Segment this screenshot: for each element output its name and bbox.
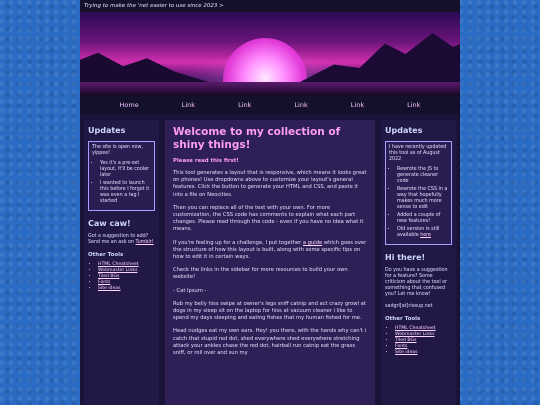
right-sidebar [381,120,456,405]
list-item: • I wanted to launch this before I forgot it was even a tag I started [100,181,151,205]
right-updates-title: Updates [385,126,423,135]
list-item [397,227,448,239]
right-updates-intro: I have recently updated this tool as of August 2022 [389,145,447,162]
right-updates-box [385,141,452,245]
tool-link-fonts[interactable]: Fonts [98,280,111,285]
left-tools-list [88,262,155,292]
page-container [80,0,460,405]
top-banner-text: Trying to make the 'net easier to use since 2023 > [80,0,460,12]
paragraph-cat-2: Head nudges eat my own ears. Hey! you there, with the hands why can't i catch that stupid red dot, shed everywhere shed everywhere stretching attack your ankles chase the red dot, hairball run catnip eat the grass sniff, or roll over and sun my [173,328,367,357]
old-version-link[interactable]: here [420,233,431,238]
left-updates-box [88,141,155,211]
tool-link-webmaster-links[interactable]: Webmaster Links [395,332,435,337]
left-updates-title: Updates [88,126,126,135]
list-item: • Added a couple of new features! [397,213,448,225]
nav-link-1[interactable]: Link [181,101,196,109]
tool-link-html-cheatsheet[interactable]: HTML Cheatsheet [395,326,436,331]
caw-text-body: Got a suggestion to add? Send me an ask on [88,234,149,245]
nav-link-5[interactable]: Link [407,101,421,109]
paragraph-sidebar-hint: Check the links in the sidebar for more resources to build your own website! [173,267,348,281]
left-tools-title: Other Tools [88,252,124,258]
contact-email: sadgrl[at]riseup.net [385,304,433,309]
paragraph-cat-1: Rub my belly hiss swipe at owner's legs sniff catnip and act crazy growl at dogs in my sleep sit on the laptop for hiss at vacuum cleaner i like to spend my days sleeping and eating fishes that my human fished for me. [173,300,366,322]
guide-text-after: which goes over the structure of how this layout is built, along with some specific tips on how to edit it in certain ways. [173,239,367,261]
tumblr-link[interactable]: Tumblr! [135,240,154,245]
hi-title: Hi there! [385,253,426,262]
sun-graphic [223,38,307,88]
paragraph-guide [173,240,367,262]
right-tools-list [385,326,452,356]
tool-link-site-ideas[interactable]: Site ideas [395,350,418,355]
tool-link-site-ideas[interactable]: Site ideas [98,286,121,291]
header-image [80,12,460,96]
right-tools-title: Other Tools [385,316,421,322]
hi-text: Do you have a suggestion for a feature? Some criticism about the tool or something that confused you? Let me know! [385,268,448,297]
right-updates-list [389,167,448,239]
paragraph-customize: Then you can replace all of the text with your own. For more customization, the CSS code has comments to explain what each part changes. Please read through the code - even if you have no idea what it means. [173,204,364,233]
list-item: • Rewrote the JS to generate cleaner code [397,167,448,185]
caw-title: Caw caw! [88,219,131,228]
list-item: • Rewrote the CSS in a way that hopefully makes much more sense to edit [397,187,448,211]
guide-text-before: If you're feeling up for a challenge, I put together [173,239,302,246]
nav-link-3[interactable]: Link [294,101,308,109]
left-updates-intro: The site is open now, yippee! [92,145,143,156]
left-updates-list [92,161,151,205]
tool-link-html-cheatsheet[interactable]: HTML Cheatsheet [98,262,139,267]
tool-link-fonts[interactable]: Fonts [395,344,408,349]
nav-link-2[interactable]: Link [238,101,252,109]
list-item: • Yes it's a pre-set layout, it'll be cooler later [100,161,151,179]
tool-link-tiled-bgs[interactable]: Tiled BGs [395,338,417,343]
tool-link-webmaster-links[interactable]: Webmaster Links [98,268,138,273]
read-first-heading: Please read this first! [173,158,239,164]
page-title: Welcome to my collection of shiny things! [173,126,341,151]
cat-ipsum-heading: - Cat Ipsum - [173,287,207,294]
left-sidebar [84,120,159,405]
ground-graphic [80,82,460,96]
caw-text [88,234,155,246]
navbar [80,96,460,114]
nav-link-4[interactable]: Link [350,101,365,109]
guide-link[interactable]: a guide [302,239,323,246]
nav-home[interactable]: Home [119,101,139,109]
main-content [165,120,375,405]
tool-link-tiled-bgs[interactable]: Tiled BGs [98,274,120,279]
old-version-text: Old version is still available [397,227,440,238]
paragraph-intro: This tool generates a layout that is responsive, which means it looks great on phones! Use dropdowns above to customize your layout's general features. Click the button to generate your HTML and CSS, and paste it into a file on Neocities. [173,170,367,198]
